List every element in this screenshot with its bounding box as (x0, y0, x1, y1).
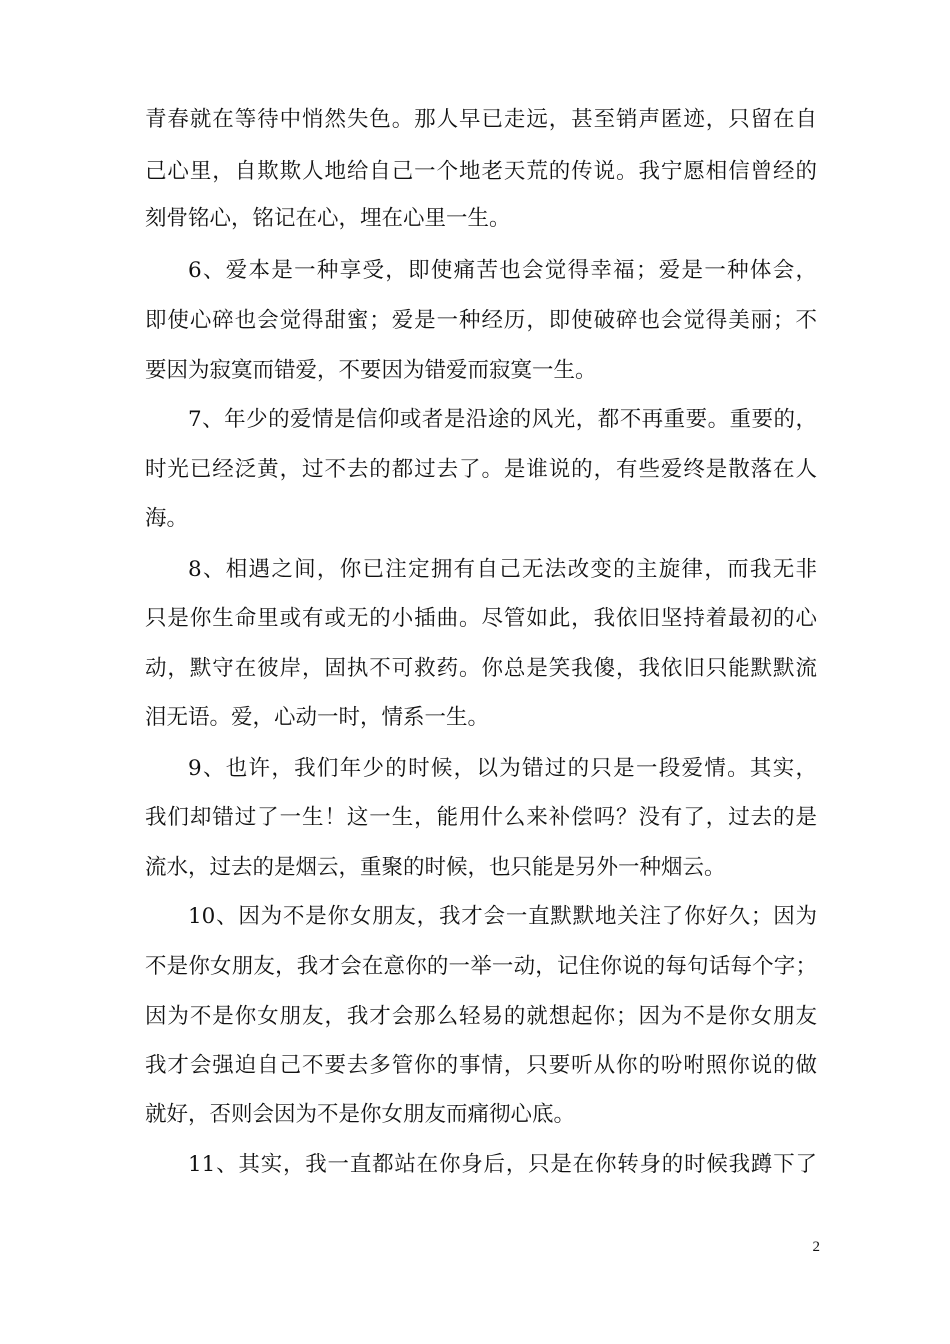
text-line: 刻骨铭心，铭记在心，埋在心里一生。 (145, 206, 511, 231)
text-line: 就好，否则会因为不是你女朋友而痛彻心底。 (145, 1102, 576, 1127)
text-line: 因为不是你女朋友，我才会那么轻易的就想起你；因为不是你女朋友 (145, 1004, 817, 1029)
text-line: 泪无语。爱，心动一时，情系一生。 (145, 705, 490, 730)
text-line: 动，默守在彼岸，固执不可救药。你总是笑我傻，我依旧只能默默流 (145, 656, 817, 681)
text-line: 11、其实，我一直都站在你身后，只是在你转身的时候我蹲下了 (188, 1152, 817, 1177)
text-line: 我才会强迫自己不要去多管你的事情，只要听从你的吩咐照你说的做 (145, 1053, 817, 1078)
text-line: 我们却错过了一生！这一生，能用什么来补偿吗？没有了，过去的是 (145, 805, 817, 830)
page-number: 2 (812, 1239, 820, 1255)
text-line: 9、也许，我们年少的时候，以为错过的只是一段爱情。其实， (188, 756, 817, 781)
text-line: 己心里，自欺欺人地给自己一个地老天荒的传说。我宁愿相信曾经的 (145, 159, 817, 184)
text-line: 10、因为不是你女朋友，我才会一直默默地关注了你好久；因为 (188, 904, 817, 929)
text-line: 6、爱本是一种享受，即使痛苦也会觉得幸福；爱是一种体会， (188, 258, 817, 283)
text-line: 流水，过去的是烟云，重聚的时候，也只能是另外一种烟云。 (145, 855, 726, 880)
text-line: 即使心碎也会觉得甜蜜；爱是一种经历，即使破碎也会觉得美丽；不 (145, 308, 817, 333)
text-line: 8、相遇之间，你已注定拥有自己无法改变的主旋律，而我无非 (188, 557, 817, 582)
text-line: 要因为寂寞而错爱，不要因为错爱而寂寞一生。 (145, 358, 597, 383)
text-line: 青春就在等待中悄然失色。那人早已走远，甚至销声匿迹，只留在自 (145, 107, 817, 132)
text-line: 7、年少的爱情是信仰或者是沿途的风光，都不再重要。重要的， (188, 407, 817, 432)
text-line: 只是你生命里或有或无的小插曲。尽管如此，我依旧坚持着最初的心 (145, 606, 817, 631)
text-line: 海。 (145, 506, 189, 531)
text-line: 不是你女朋友，我才会在意你的一举一动，记住你说的每句话每个字； (145, 954, 817, 979)
text-line: 时光已经泛黄，过不去的都过去了。是谁说的，有些爱终是散落在人 (145, 457, 817, 482)
